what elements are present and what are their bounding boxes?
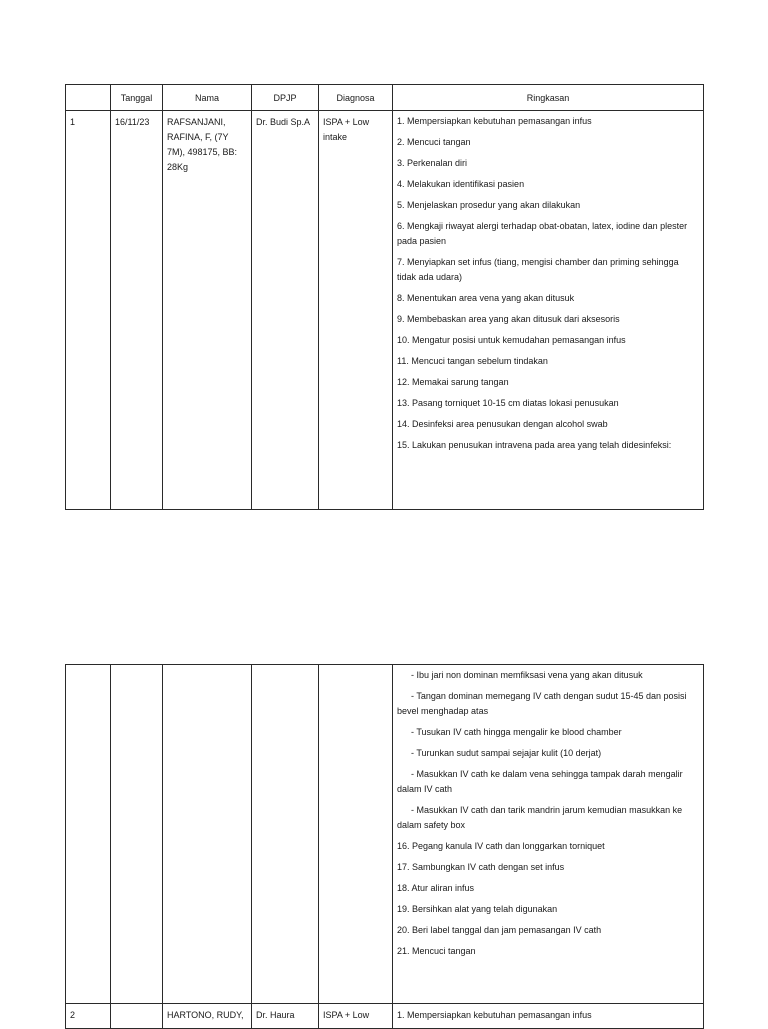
list-item: 7. Menyiapkan set infus (tiang, mengisi chamber dan priming sehingga tidak ada udara) [397,257,679,282]
list-item: 5. Menjelaskan prosedur yang akan dilakukan [397,200,581,210]
doctor-cell: Dr. Budi Sp.A [256,117,311,127]
procedure-table-page2 [65,664,704,1029]
list-item: 1. Mempersiapkan kebutuhan pemasangan infus [397,1010,592,1020]
row-number: 1 [70,117,76,127]
patient-name-cell: HARTONO, RUDY, [167,1010,244,1020]
diagnosis-cell: ISPA + Low [323,1010,370,1020]
list-item: 17. Sambungkan IV cath dengan set infus [397,862,565,872]
list-item: - Masukkan IV cath ke dalam vena sehingga tampak darah mengalir dalam IV cath [397,769,683,794]
header-dpjp: DPJP [252,85,319,111]
doctor-cell: Dr. Haura [256,1010,295,1020]
list-item: 13. Pasang torniquet 10-15 cm diatas lokasi penusukan [397,398,619,408]
header-no [66,85,111,111]
table-row [66,111,704,510]
list-item: 11. Mencuci tangan sebelum tindakan [397,356,548,366]
header-diagnosa: Diagnosa [319,85,393,111]
row-number: 2 [70,1010,76,1020]
procedure-table-page1 [65,84,704,510]
header-nama: Nama [163,85,252,111]
list-item: 10. Mengatur posisi untuk kemudahan pemasangan infus [397,335,626,345]
list-item: 21. Mencuci tangan [397,946,476,956]
table-row [66,1004,704,1029]
list-item: 14. Desinfeksi area penusukan dengan alcohol swab [397,419,608,429]
list-item: 9. Membebaskan area yang akan ditusuk dari aksesoris [397,314,620,324]
list-item: - Masukkan IV cath dan tarik mandrin jarum kemudian masukkan ke dalam safety box [397,805,683,830]
list-item: - Tangan dominan memegang IV cath dengan sudut 15-45 dan posisi bevel menghadap atas [397,691,687,716]
list-item: 12. Memakai sarung tangan [397,377,509,387]
list-item: - Tusukan IV cath hingga mengalir ke blood chamber [411,727,622,737]
list-item: 2. Mencuci tangan [397,137,471,147]
list-item: 4. Melakukan identifikasi pasien [397,179,525,189]
list-item: 16. Pegang kanula IV cath dan longgarkan torniquet [397,841,605,851]
list-item: 3. Perkenalan diri [397,158,468,168]
list-item: 15. Lakukan penusukan intravena pada area yang telah didesinfeksi: [397,440,672,450]
diagnosis-cell: ISPA + Low intake [323,117,370,142]
list-item: 19. Bersihkan alat yang telah digunakan [397,904,558,914]
table-row-continuation [66,665,704,1004]
date-cell: 16/11/23 [115,117,150,127]
summary-steps-continued [393,668,703,959]
list-item: 20. Beri label tanggal dan jam pemasangan IV cath [397,925,602,935]
list-item: 1. Mempersiapkan kebutuhan pemasangan infus [397,116,592,126]
list-item: - Ibu jari non dominan memfiksasi vena yang akan ditusuk [411,670,643,680]
header-ringkasan: Ringkasan [393,85,704,111]
header-tanggal: Tanggal [111,85,163,111]
list-item: 6. Mengkaji riwayat alergi terhadap obat-obatan, latex, iodine dan plester pada pasien [397,221,688,246]
header-row [66,85,704,111]
list-item: 8. Menentukan area vena yang akan ditusuk [397,293,575,303]
list-item: - Turunkan sudut sampai sejajar kulit (10 derjat) [411,748,602,758]
list-item: 18. Atur aliran infus [397,883,475,893]
summary-steps-list [393,114,703,453]
patient-name-cell: RAFSANJANI, RAFINA, F, (7Y 7M), 498175, BB: 28Kg [167,117,238,172]
